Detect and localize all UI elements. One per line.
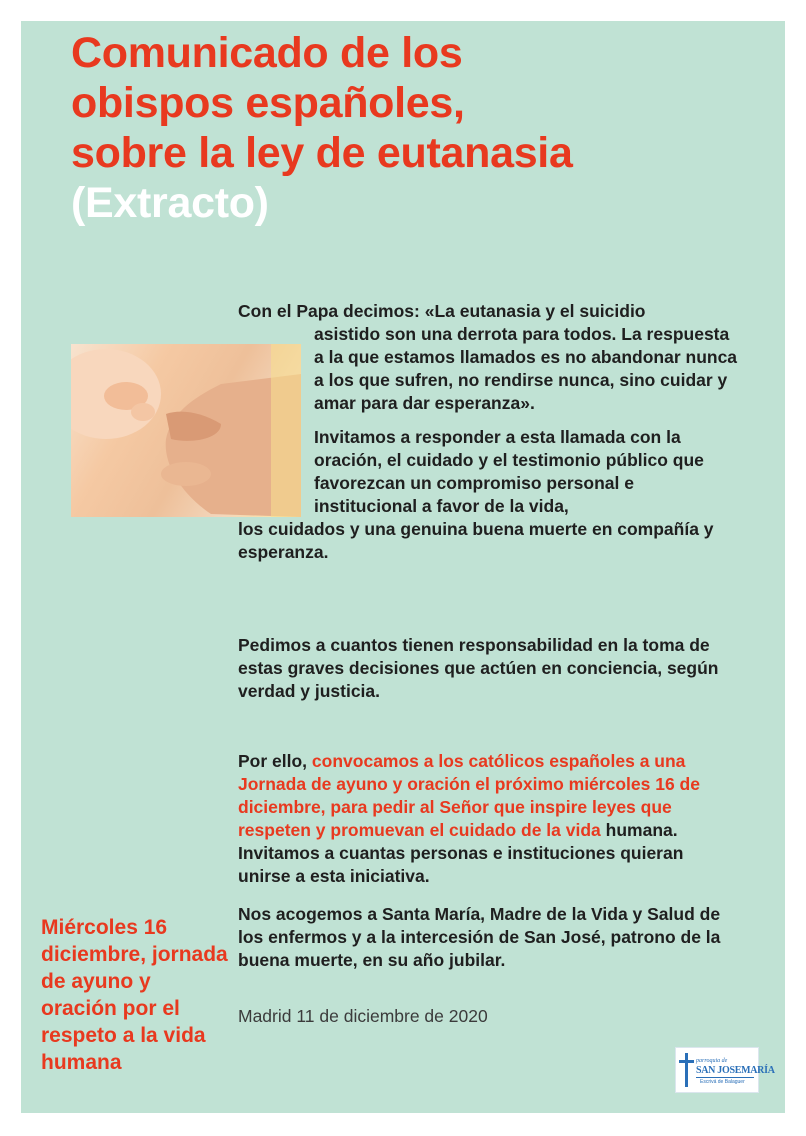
logo-divider (696, 1077, 754, 1078)
paragraph-convocation (238, 750, 738, 888)
paragraph-pope-quote (238, 300, 738, 564)
convocation-highlight: convocamos a los católicos españoles a una Jornada de ayuno y oración el próximo miércoles 16 de diciembre, para pedir al Señor que inspire leyes que respeten y promuevan el cuidado de la vida (238, 751, 700, 840)
logo-place: Escrivá de Balaguer (700, 1079, 745, 1085)
paragraph-invitation-rest: los cuidados y una genuina buena muerte en compañía y esperanza. (238, 519, 714, 562)
title-main: Comunicado de los obispos españoles, sobre la ley de eutanasia (71, 29, 573, 177)
convocation-tail: humana. Invitamos a cuantas personas e instituciones quieran unirse a esta iniciativa. (238, 820, 684, 886)
logo-name: SAN JOSEMARÍA (696, 1065, 775, 1076)
logo-small-text: parroquia de (696, 1058, 728, 1064)
date-line: Madrid 11 de diciembre de 2020 (238, 1006, 488, 1026)
paragraph-pope-quote-first-line: Con el Papa decimos: «La eutanasia y el suicidio (238, 301, 646, 321)
title-subtitle: (Extracto) (71, 179, 269, 227)
parish-logo (675, 1047, 775, 1093)
paragraph-responsibility: Pedimos a cuantos tienen responsabilidad en la toma de estas graves decisiones que actúen en conciencia, según verdad y justicia. (238, 635, 719, 701)
side-note: Miércoles 16 diciembre, jornada de ayuno y oración por el respeto a la vida humana (41, 916, 228, 1074)
paragraph-pope-quote-rest: asistido son una derrota para todos. La respuesta a la que estamos llamados es no abandonar nunca a los que sufren, no rendirse nunca, sino cuidar y amar para dar esperanza». (314, 324, 738, 413)
cross-icon (685, 1053, 688, 1087)
paragraph-santa-maria: Nos acogemos a Santa María, Madre de la Vida y Salud de los enfermos y a la intercesión de San José, patrono de la buena muerte, en su año jubilar. (238, 904, 721, 970)
page-title (71, 28, 591, 228)
convocation-lead: Por ello, (238, 751, 308, 771)
paragraph-invitation-indented: Invitamos a responder a esta llamada con la oración, el cuidado y el testimonio público que favorezcan un compromiso personal e institucional a favor de la vida, (314, 427, 704, 516)
cross-bar (679, 1060, 694, 1063)
